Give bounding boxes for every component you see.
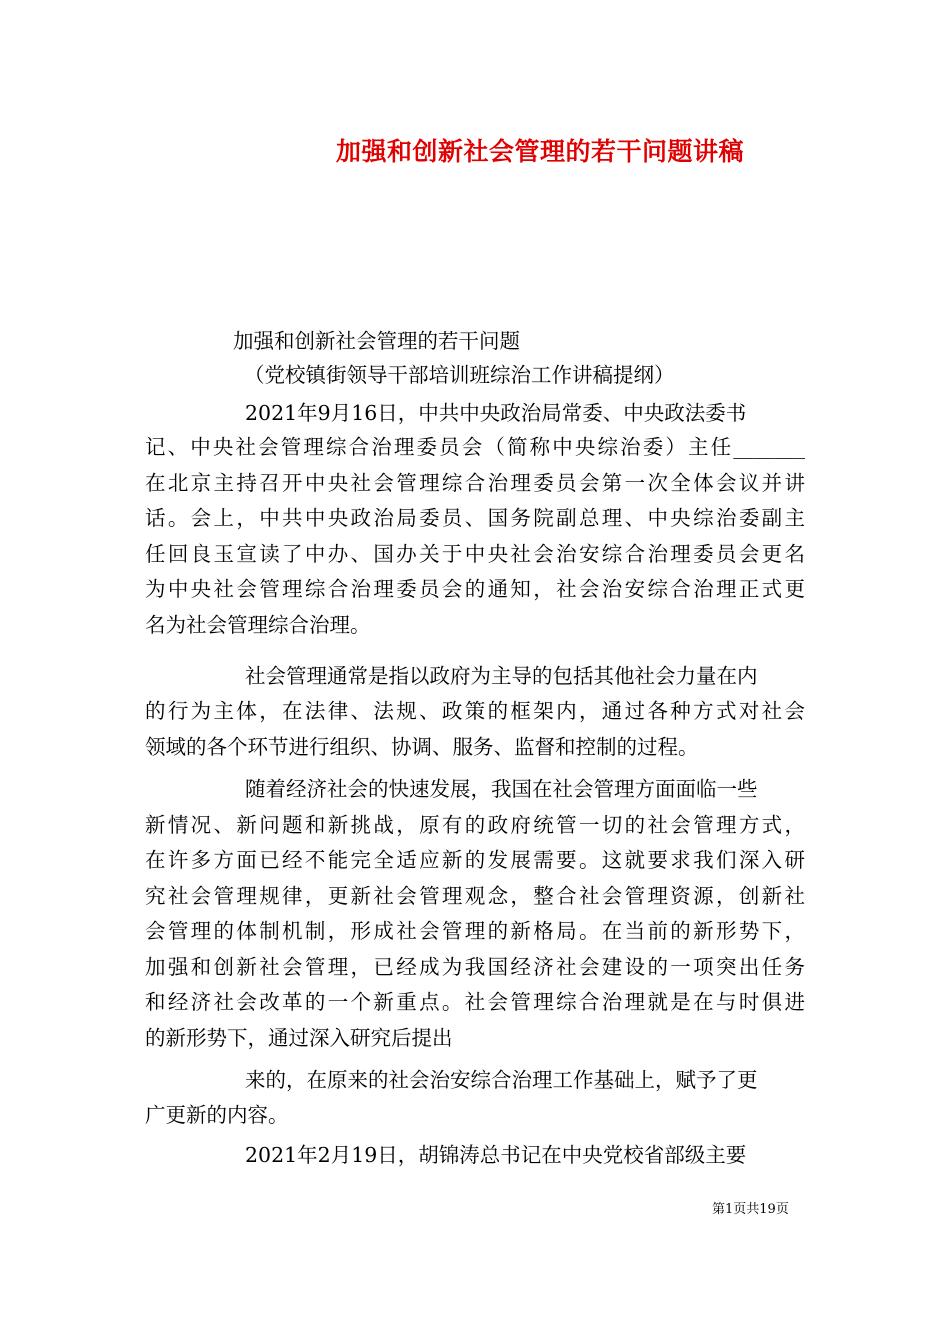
- section-heading: 加强和创新社会管理的若干问题: [233, 329, 520, 353]
- paragraph-line: 和经济社会改革的一个新重点。社会管理综合治理就是在与时俱进: [145, 990, 805, 1014]
- paragraph-line: 新情况、新问题和新挑战，原有的政府统管一切的社会管理方式，: [145, 813, 805, 837]
- paragraph-line: 2021年9月16日，中共中央政治局常委、中央政法委书: [245, 401, 747, 425]
- paragraph-line: 究社会管理规律，更新社会管理观念，整合社会管理资源，创新社: [145, 884, 805, 908]
- paragraph-line: 在许多方面已经不能完全适应新的发展需要。这就要求我们深入研: [145, 848, 805, 872]
- paragraph-line: 名为社会管理综合治理。: [145, 613, 371, 637]
- paragraph-line: 2021年2月19日，胡锦涛总书记在中央党校省部级主要: [245, 1143, 747, 1167]
- paragraph-line: 的行为主体，在法律、法规、政策的框架内，通过各种方式对社会: [145, 699, 805, 723]
- paragraph-line: 为中央社会管理综合治理委员会的通知，社会治安综合治理正式更: [145, 577, 805, 601]
- page-number: 第1页共19页: [712, 1202, 789, 1217]
- paragraph-line: 话。会上，中共中央政治局委员、国务院副总理、中央综治委副主: [145, 506, 805, 530]
- paragraph-line: 记、中央社会管理综合治理委员会（简称中央综治委）主任_______: [145, 435, 805, 459]
- paragraph-line: 领域的各个环节进行组织、协调、服务、监督和控制的过程。: [145, 735, 699, 759]
- paragraph-line: 加强和创新社会管理，已经成为我国经济社会建设的一项突出任务: [145, 955, 805, 979]
- section-subheading: （党校镇街领导干部培训班综治工作讲稿提纲）: [244, 363, 675, 387]
- paragraph-line: 会管理的体制机制，形成社会管理的新格局。在当前的新形势下，: [145, 919, 805, 943]
- paragraph-line: 来的，在原来的社会治安综合治理工作基础上，赋予了更: [245, 1068, 758, 1092]
- paragraph-line: 社会管理通常是指以政府为主导的包括其他社会力量在内: [245, 664, 758, 688]
- paragraph-line: 在北京主持召开中央社会管理综合治理委员会第一次全体会议并讲: [145, 471, 805, 495]
- document-title: 加强和创新社会管理的若干问题讲稿: [335, 137, 744, 166]
- paragraph-line: 的新形势下，通过深入研究后提出: [145, 1026, 453, 1050]
- paragraph-line: 随着经济社会的快速发展，我国在社会管理方面面临一些: [245, 777, 758, 801]
- paragraph-line: 任回良玉宣读了中办、国办关于中央社会治安综合治理委员会更名: [145, 542, 805, 566]
- paragraph-line: 广更新的内容。: [145, 1103, 289, 1127]
